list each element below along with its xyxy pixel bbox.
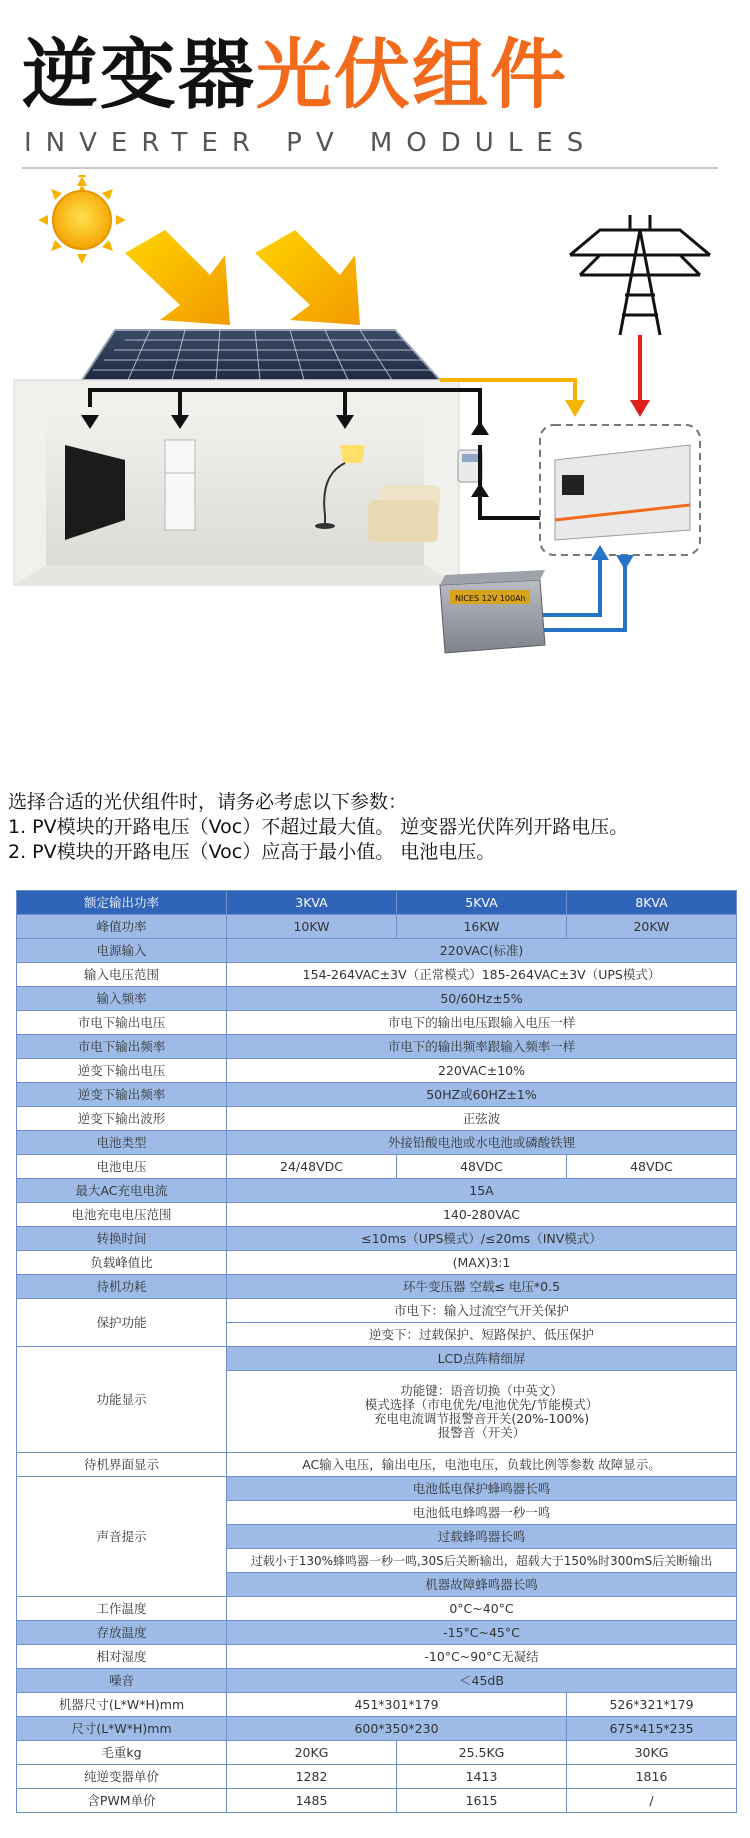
table-cell: 0°C~40°C [227, 1597, 737, 1621]
table-cell: 正弦波 [227, 1107, 737, 1131]
table-cell: 市电下的输出电压跟输入电压一样 [227, 1011, 737, 1035]
table-cell: 1485 [227, 1789, 397, 1813]
row-label: 额定输出功率 [17, 891, 227, 915]
table-cell: 30KG [567, 1741, 737, 1765]
table-cell: 220VAC±10% [227, 1059, 737, 1083]
table-row [17, 1299, 737, 1323]
table-cell: 电池低电蜂鸣器一秒一鸣 [227, 1501, 737, 1525]
row-label: 最大AC充电电流 [17, 1179, 227, 1203]
display-line: 模式选择（市电优先/电池优先/节能模式） [364, 1396, 599, 1412]
table-row [17, 1083, 737, 1107]
arrow-icon [125, 230, 360, 325]
table-cell: 过载小于130%蜂鸣器一秒一鸣,30S后关断输出，超载大于150%时300mS后关断输出 [227, 1549, 737, 1573]
table-cell: AC输入电压，输出电压，电池电压，负载比例等参数 故障显示。 [227, 1453, 737, 1477]
spec-table [16, 890, 737, 1813]
title-orange-part: 光伏组件 [256, 30, 568, 119]
row-label: 保护功能 [17, 1299, 227, 1347]
table-row [17, 1789, 737, 1813]
table-cell: 48VDC [397, 1155, 567, 1179]
table-cell: -15°C~45°C [227, 1621, 737, 1645]
table-row [17, 1597, 737, 1621]
title-black-part: 逆变器 [22, 30, 256, 119]
table-row [17, 1765, 737, 1789]
table-cell: -10°C~90°C无凝结 [227, 1645, 737, 1669]
table-cell: 526*321*179 [567, 1693, 737, 1717]
row-label: 逆变下输出频率 [17, 1083, 227, 1107]
table-cell: 机器故障蜂鸣器长鸣 [227, 1573, 737, 1597]
table-row [17, 1453, 737, 1477]
row-label: 输入电压范围 [17, 963, 227, 987]
table-row [17, 1059, 737, 1083]
row-label: 声音提示 [17, 1477, 227, 1597]
row-label: 负载峰值比 [17, 1251, 227, 1275]
table-row [17, 963, 737, 987]
row-label: 含PWM单价 [17, 1789, 227, 1813]
selection-notes [8, 790, 748, 865]
table-row [17, 891, 737, 915]
row-label: 逆变下输出电压 [17, 1059, 227, 1083]
table-row [17, 1035, 737, 1059]
table-row [17, 1131, 737, 1155]
table-cell: 154-264VAC±3V（正常模式）185-264VAC±3V（UPS模式） [227, 963, 737, 987]
table-row [17, 1717, 737, 1741]
table-row [17, 939, 737, 963]
table-cell: 24/48VDC [227, 1155, 397, 1179]
table-cell: 过载蜂鸣器长鸣 [227, 1525, 737, 1549]
fridge-icon [165, 440, 195, 530]
display-line: 报警音（开关） [437, 1424, 526, 1440]
table-cell: 1413 [397, 1765, 567, 1789]
table-cell: 675*415*235 [567, 1717, 737, 1741]
table-cell: LCD点阵精细屏 [227, 1347, 737, 1371]
system-diagram [0, 175, 750, 790]
row-label: 待机界面显示 [17, 1453, 227, 1477]
row-label: 逆变下输出波形 [17, 1107, 227, 1131]
table-row [17, 1347, 737, 1371]
cell-3kva: 3KVA [227, 891, 397, 915]
row-label: 噪音 [17, 1669, 227, 1693]
table-cell: 逆变下：过载保护、短路保护、低压保护 [227, 1323, 737, 1347]
solar-panel-icon [82, 330, 440, 380]
row-label: 市电下输出频率 [17, 1035, 227, 1059]
table-cell: 600*350*230 [227, 1717, 567, 1741]
table-cell: 1816 [567, 1765, 737, 1789]
table-cell: ≤10ms（UPS模式）/≤20ms（INV模式） [227, 1227, 737, 1251]
table-row [17, 1203, 737, 1227]
table-cell: 外接铅酸电池或水电池或磷酸铁锂 [227, 1131, 737, 1155]
table-row [17, 1693, 737, 1717]
row-label: 纯逆变器单价 [17, 1765, 227, 1789]
row-label: 市电下输出电压 [17, 1011, 227, 1035]
row-label: 尺寸(L*W*H)mm [17, 1717, 227, 1741]
table-row [17, 1621, 737, 1645]
row-label: 电源输入 [17, 939, 227, 963]
table-cell: 15A [227, 1179, 737, 1203]
table-cell: 市电下：输入过流空气开关保护 [227, 1299, 737, 1323]
table-cell: 1615 [397, 1789, 567, 1813]
page-subtitle: INVERTER PV MODULES [24, 128, 598, 158]
table-cell: 50/60Hz±5% [227, 987, 737, 1011]
notes-item-2: 2. PV模块的开路电压（Voc）应高于最小值。 电池电压。 [8, 841, 496, 863]
row-label: 工作温度 [17, 1597, 227, 1621]
display-line: 功能键：语音切换（中英文） [400, 1382, 563, 1398]
display-line: 充电电流调节报警音开关(20%-100%) [373, 1410, 590, 1426]
row-label: 毛重kg [17, 1741, 227, 1765]
cell-5kva: 5KVA [397, 891, 567, 915]
table-cell: 48VDC [567, 1155, 737, 1179]
row-label: 机器尺寸(L*W*H)mm [17, 1693, 227, 1717]
notes-item-1: 1. PV模块的开路电压（Voc）不超过最大值。 逆变器光伏阵列开路电压。 [8, 816, 629, 838]
table-cell: 环牛变压器 空载≤ 电压*0.5 [227, 1275, 737, 1299]
table-row [17, 1669, 737, 1693]
row-label: 存放温度 [17, 1621, 227, 1645]
table-row [17, 1645, 737, 1669]
table-cell [227, 1371, 737, 1453]
table-row [17, 1107, 737, 1131]
table-row [17, 1477, 737, 1501]
size-3kva-5kva: 451*301*179 [354, 1696, 439, 1712]
table-cell: 市电下的输出频率跟输入频率一样 [227, 1035, 737, 1059]
table-cell: (MAX)3:1 [227, 1251, 737, 1275]
row-label: 电池类型 [17, 1131, 227, 1155]
cell-8kva: 8KVA [567, 891, 737, 915]
row-label: 输入频率 [17, 987, 227, 1011]
table-cell: 220VAC(标准) [227, 939, 737, 963]
row-label: 转换时间 [17, 1227, 227, 1251]
table-cell: 电池低电保护蜂鸣器长鸣 [227, 1477, 737, 1501]
row-label: 功能显示 [17, 1347, 227, 1453]
battery-icon [440, 570, 545, 653]
row-label: 电池电压 [17, 1155, 227, 1179]
row-label: 电池充电电压范围 [17, 1203, 227, 1227]
table-cell: ＜45dB [227, 1669, 737, 1693]
table-row [17, 915, 737, 939]
power-tower-icon [570, 215, 710, 335]
table-row [17, 1155, 737, 1179]
table-cell: 1282 [227, 1765, 397, 1789]
sun-icon [38, 175, 126, 264]
table-row [17, 1741, 737, 1765]
header-divider [22, 167, 718, 169]
table-cell: 25.5KG [397, 1741, 567, 1765]
battery-label: NICES 12V 100Ah [455, 594, 526, 603]
table-cell: 20KG [227, 1741, 397, 1765]
notes-intro: 选择合适的光伏组件时，请务必考虑以下参数： [8, 791, 408, 813]
row-label: 峰值功率 [17, 915, 227, 939]
row-label: 相对湿度 [17, 1645, 227, 1669]
table-row [17, 1011, 737, 1035]
table-cell: 20KW [567, 915, 737, 939]
table-cell: 10KW [227, 915, 397, 939]
inverter-icon [555, 445, 690, 540]
row-label: 待机功耗 [17, 1275, 227, 1299]
table-cell: / [567, 1789, 737, 1813]
table-cell: 140-280VAC [227, 1203, 737, 1227]
table-cell: 50HZ或60HZ±1% [227, 1083, 737, 1107]
page-title [22, 30, 568, 120]
table-cell: 16KW [397, 915, 567, 939]
table-row [17, 1179, 737, 1203]
table-row [17, 1275, 737, 1299]
table-cell [227, 1693, 567, 1717]
table-row [17, 1251, 737, 1275]
table-row [17, 1227, 737, 1251]
table-row [17, 987, 737, 1011]
